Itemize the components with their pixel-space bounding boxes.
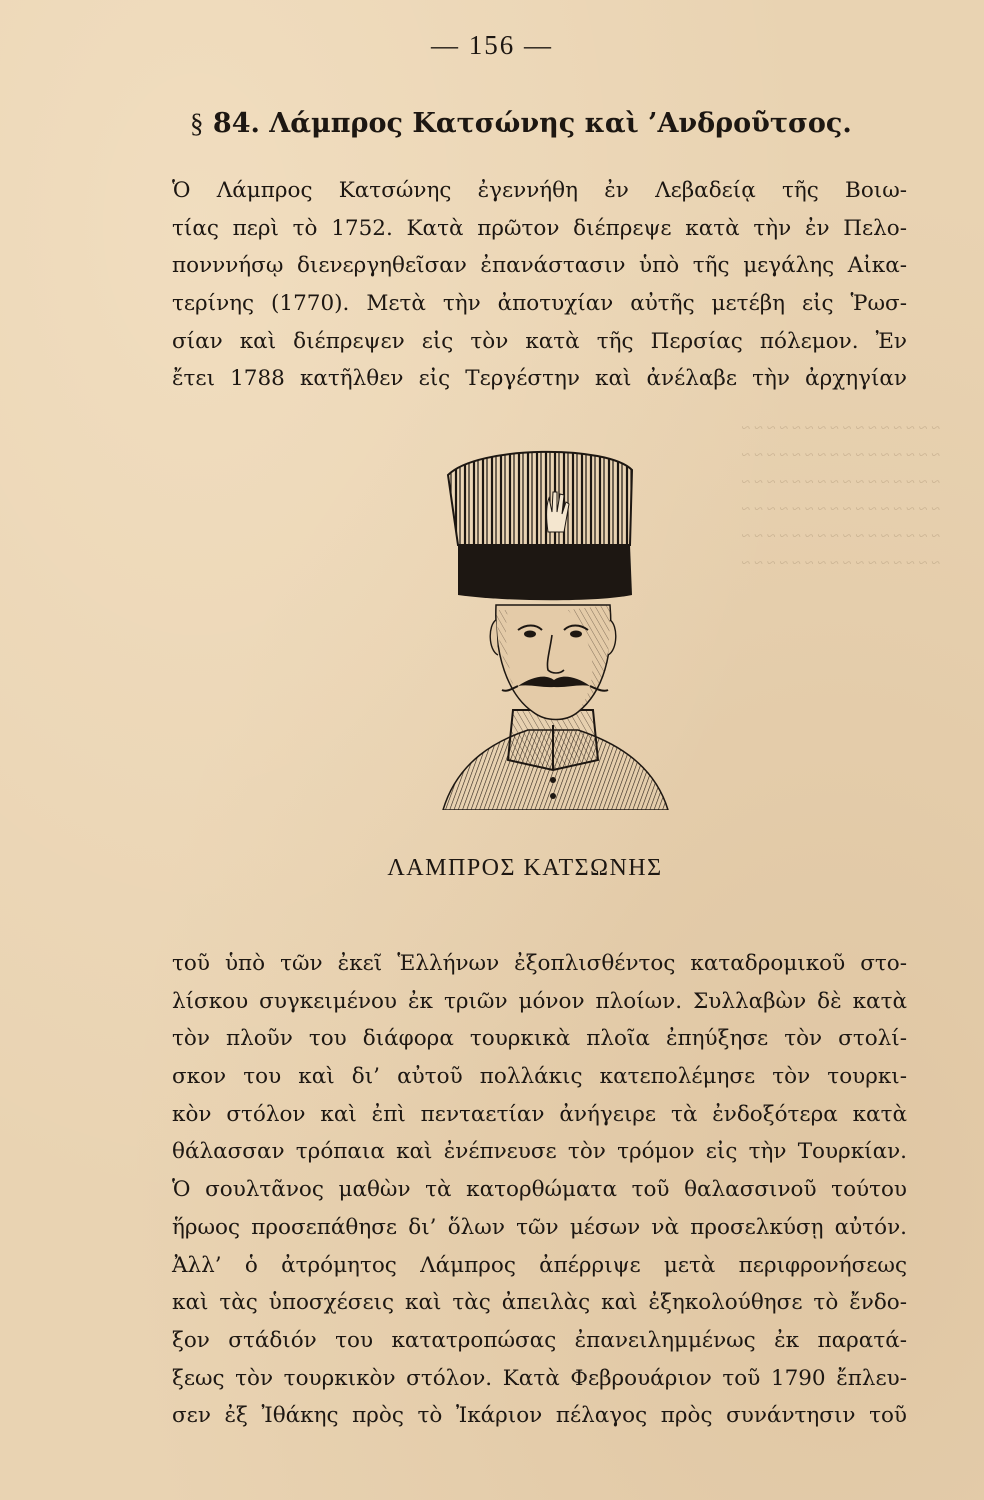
text-line: Ὁ Λάμπρος Κατσώνης ἐγεννήθη ἐν Λεβαδείᾳ τῆς Βοιω- <box>172 178 907 203</box>
text-line: σκον του καὶ δι’ αὐτοῦ πολλάκις κατεπολέμησε τὸν τουρκι- <box>172 1064 907 1090</box>
text-line: σεν ἐξ Ἰθάκης πρὸς τὸ Ἰκάριον πέλαγος πρὸς συνάντησιν τοῦ <box>172 1403 907 1429</box>
text-line: τὸν πλοῦν του διάφορα τουρκικὰ πλοῖα ἐπηύξησε τὸν στολί- <box>172 1026 907 1052</box>
text-line: τίας περὶ τὸ 1752. Κατὰ πρῶτον διέπρεψε κατὰ τὴν ἐν Πελο- <box>172 215 907 241</box>
text-line: ἔτει 1788 κατῆλθεν εἰς Τεργέστην καὶ ἀνέλαβε τὴν ἀρχηγίαν <box>172 366 907 392</box>
text-line: ξεως τὸν τουρκικὸν στόλον. Κατὰ Φεβρουάριον τοῦ 1790 ἔπλευ- <box>172 1365 907 1391</box>
section-heading <box>190 108 920 139</box>
text-line: Ἀλλ’ ὁ ἀτρόμητος Λάμπρος ἀπέρριψε μετὰ περιφρονήσεως <box>172 1252 907 1278</box>
text-line: πονννήσῳ διενεργηθεῖσαν ἐπανάστασιν ὑπὸ τῆς μεγάλης Αἰκα- <box>172 253 907 279</box>
portrait-caption: ΛΑΜΠΡΟΣ ΚΑΤΣΩΝΗΣ <box>387 855 663 881</box>
paragraph-top <box>172 172 907 398</box>
text-line: ξον στάδιόν του κατατροπώσας ἐπανειλημμένως ἐκ παρατά- <box>172 1327 907 1353</box>
text-line: ἥρωος προσεπάθησε δι’ ὅλων τῶν μέσων νὰ προσελκύσῃ αὐτόν. <box>172 1214 907 1240</box>
text-line: καὶ τὰς ὑποσχέσεις καὶ τὰς ἀπειλὰς καὶ ἐξηκολούθησε τὸ ἔνδο- <box>172 1290 907 1316</box>
page-number: — 156 — <box>431 30 553 60</box>
section-symbol: § <box>190 108 204 138</box>
text-line: θάλασσαν τρόπαια καὶ ἐνέπνευσε τὸν τρόμον εἰς τὴν Τουρκίαν. <box>172 1139 907 1165</box>
section-number: 84. <box>212 108 260 139</box>
text-line: τοῦ ὑπὸ τῶν ἐκεῖ Ἑλλήνων ἐξοπλισθέντος καταδρομικοῦ στο- <box>172 951 907 976</box>
portrait-engraving <box>418 440 688 810</box>
text-line: τερίνης (1770). Μετὰ τὴν ἀποτυχίαν αὐτῆς μετέβη εἰς Ῥωσ- <box>172 291 907 317</box>
text-line: Ὁ σουλτᾶνος μαθὼν τὰ κατορθώματα τοῦ θαλασσινοῦ τούτου <box>172 1177 907 1203</box>
paragraph-bottom <box>172 945 907 1435</box>
text-line: σίαν καὶ διέπρεψεν εἰς τὸν κατὰ τῆς Περσίας πόλεμον. Ἐν <box>172 328 907 354</box>
text-line: λίσκου συγκειμένου ἐκ τριῶν μόνον πλοίων. Συλλαβὼν δὲ κατὰ <box>172 988 907 1014</box>
text-line: κὸν στόλον καὶ ἐπὶ πενταετίαν ἀνήγειρε τὰ ἐνδοξότερα κατὰ <box>172 1101 907 1127</box>
show-through-text: ~ ~ ~ ~ ~ ~ ~ ~ ~ ~ ~ ~ ~ ~ ~ ~ ~ ~ ~ ~ ~ ~ ~ ~ ~ ~ ~ ~ ~ ~ ~ ~ ~ ~ ~ ~ ~ ~ ~ ~ ~ ~ ~ ~ ~ ~ ~ ~ ~ ~ ~ ~ ~ ~ ~ ~ ~ ~ ~ ~ ~ ~ ~ ~ ~ ~ ~ ~ ~ ~ ~ ~ ~ ~ ~ ~ ~ ~ ~ ~ ~ ~ ~ ~ ~ ~ ~ ~ ~ ~ ~ ~ ~ ~ ~ ~ <box>741 420 940 572</box>
section-title: Λάμπρος Κατσώνης καὶ ’Ανδροῦτσος. <box>269 108 852 139</box>
